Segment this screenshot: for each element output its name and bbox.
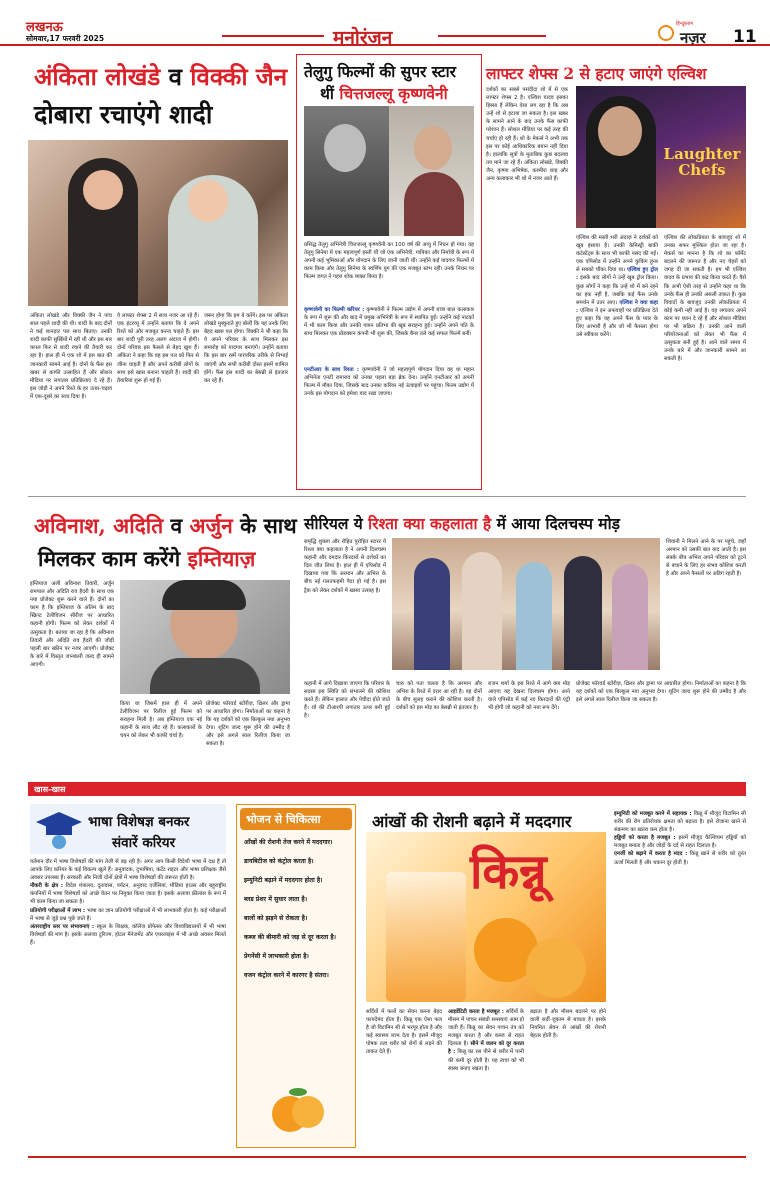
career-sub3: अंतरराष्ट्रीय स्तर पर संभावनाएं : (30, 923, 95, 930)
story1-col3: जरूर होगा कि हम ये करेंगे। इस पर अंकिता लोखंडे मुस्कुराते हुए बोलीं कि यह उनके लिए बेहद खास पल होगा। विक्की ने भी कहा कि वे अपने परिवार के साथ मिलकर इस समारोह को यादगार बनाएंगे। उन्होंने बताया कि इस बार रस्में पारंपरिक तरीके से निभाई जाएंगी और सभी करीबी दोस्त इसमें शामिल होंगे। फैंस इस शादी का बेसब्री से इंतजार कर रहे हैं। (204, 313, 288, 384)
food-title: भोजन से चिकित्सा (246, 813, 321, 826)
story2-sub1: कृष्णावेनी का फिल्मी करियर : (304, 307, 365, 313)
photo-person-face (598, 106, 642, 156)
story2-body3: कृष्णावेनी ने जो महत्वपूर्ण योगदान दिया वह था महान अभिनेता एनटी रामाराव को उनका पहला बड़ा ब्रेक देना। उन्होंने एनटीआर को अपनी फिल्म में मौका दिया, जिसके बाद उनका करियर नई ऊंचाइयों पर पहुंचा। फिल्म उद्योग में उनके इस योगदान को हमेशा याद रखा जाएगा। (304, 367, 474, 398)
photo-juice-glass (386, 872, 466, 1002)
story2-body1: प्रसिद्ध तेलुगु अभिनेत्री चित्तजल्लू कृष्णवेनी का 100 वर्ष की आयु में निधन हो गया। वह तेलुगु सिनेमा में एक महत्वपूर्ण हस्ती थीं जो एक अभिनेत्री, गायिका और निर्मात्री के रूप में अपनी कई भूमिकाओं और योगदान के लिए जानी जाती थीं। उन्होंने कई यादगार फिल्मों में काम किया और तेलुगु सिनेमा के स्वर्णिम युग की एक मजबूत स्तंभ रहीं। उनके निधन पर फिल्म जगत ने गहरा शोक व्यक्त किया है। (304, 242, 474, 281)
career-body4: स्कूल के शिक्षक, कॉलेज प्रोफेसर और विश्वविद्यालयों में भी भाषा विशेषज्ञों की मांग है। इसके अलावा टूरिज्म, होटल मैनेजमेंट और एयरलाइंस में भी अच्छे अवसर मिलते हैं। (30, 923, 226, 946)
story5-col4: राजन शर्मा के इस रिश्ते में आगे क्या मोड़ आएगा यह देखना दिलचस्प होगा। आने वाले एपिसोड में कई नए किरदारों की एंट्री भी होगी जो कहानी को नया रूप देंगे। (488, 681, 570, 712)
photo-face-right (188, 180, 228, 222)
story3-col1: दर्शकों का सबसे पसंदीदा शो में से एक लाफ्टर शेफ्स 2 है। एल्विश यादव इसका हिस्सा हैं लेकिन ऐसा लग रहा है कि अब उन्हें शो से हटाया जा सकता है। इस खबर के सामने आने के बाद उनके फैंस काफी परेशान हैं। सोशल मीडिया पर कई तरह की चर्चाएं हो रही हैं। शो के मेकर्स ने अभी तक इस पर कोई आधिकारिक बयान नहीं दिया है। हालांकि सूत्रों के मुताबिक कुछ बदलाव तय माने जा रहे हैं। अंकिता लोखंडे, विक्की जैन, कृष्णा अभिषेक, कश्मीरा शाह और अन्य कलाकार भी शो में नजर आते हैं। (486, 87, 568, 183)
story5-col2: कहानी में आगे दिखाया जाएगा कि परिवार के सदस्य इस स्थिति को संभालने की कोशिश करते हैं। लेकिन हालात और पेचीदा होते जाते हैं। शो की टीआरपी लगातार ऊपर बनी हुई है। (304, 681, 390, 720)
photo-elderly-body (404, 172, 464, 236)
photo-figure-1 (414, 558, 450, 670)
career-body3: भाषा का ज्ञान प्रतियोगी परीक्षाओं में भी लाभकारी होता है। कई परीक्षाओं में भाषा से जुड़े प्रश्न पूछे जाते हैं। (30, 907, 226, 922)
photo-figure-3 (516, 562, 552, 670)
kinnu-col5: किन्नू में मौजूद विटामिन सी शरीर की रोग प्रतिरोधक क्षमता को बढ़ाता है। इसे रोजाना खाने से संक्रमण का खतरा कम होता है। (614, 811, 746, 834)
brand-name: नज़र (680, 29, 706, 47)
career-body1: वर्तमान दौर में भाषा विशेषज्ञों की मांग तेजी से बढ़ रही है। अगर आप किसी विदेशी भाषा में दक्ष हैं तो आपके लिए करियर के कई विकल्प खुले हैं। अनुवादक, दुभाषिया, कंटेंट राइटर और भाषा प्रशिक्षक जैसे अवसर उपलब्ध हैं। सरकारी और निजी दोनों क्षेत्रों में भाषा विशेषज्ञों की जरूरत होती है। (30, 859, 226, 882)
story4-headline-e: के साथ (240, 513, 297, 538)
story3-col3: एल्विश की लोकप्रियता के बावजूद शो में उनका सफर मुश्किल होता जा रहा है। मेकर्स का मानना है कि शो का फॉर्मेट बदलने की जरूरत है और नए चेहरों को जगह दी जा सकती है। (664, 235, 746, 274)
photo-figure-2 (462, 552, 502, 670)
story5-col1: समृद्धि शुक्ला और रोहित पुरोहित स्टारर ये रिश्ता क्या कहलाता है ने अपनी दिलचस्प कहानी और दमदार किरदारों से दर्शकों का दिल जीत लिया है। हाल ही में एपिसोड में दिखाया गया कि अरमान और अभिरा के बीच नई गलतफहमी पैदा हो गई है। इस ट्रैक को लेकर दर्शकों में खासा उत्साह है। (304, 539, 386, 594)
kinnu-big-title: किन्नू (470, 844, 547, 900)
kinnu-sub1: आइडेंटिटी करता है मजबूत : (448, 1009, 504, 1015)
food-item: इम्युनिटी बढ़ाने में मददगार होता है। (244, 877, 323, 884)
photo-shoulders (150, 658, 260, 694)
kinnu-col2-wrap (448, 1008, 524, 1148)
khas-khas-label: खास-खास (34, 785, 66, 794)
story1-headline-a: अंकिता लोखंडे (34, 62, 161, 91)
kinnu-headline: आंखों की रोशनी बढ़ाने में मददगार (372, 812, 572, 831)
story5-col5a: शिवानी ने मिलने आने के पर पहुंचे, जहाँ अरमान को उसकी बात याद आती है। इस सबके बीच अभिरा अपने परिवार को टूटने से बचाने के लिए हर संभव कोशिश करती है और अपने फैसलों पर अडिग रहती है। (666, 539, 746, 578)
food-item: आँखों की रोशनी तेज करने में मददगार। (244, 839, 333, 846)
photo-elderly-face (414, 126, 452, 170)
story4-headline-a: अविनाश, (34, 513, 106, 538)
career-body-wrap (30, 858, 226, 1148)
story1-col1: अंकिता लोखंडे और विक्की जैन ने पांच साल पहले शादी की थी। शादी के बाद दोनों ने कई शानदार पल साथ बिताए। उनकी शादी काफी सुर्खियों में रही थी और इस बार कपल फिर से शादी रचाने की तैयारी कर रहा है। हाल ही में एक शो में इस बात की जानकारी सामने आई है। दोनों के फैंस इस खबर से काफी उत्साहित हैं और सोशल मीडिया पर लगातार प्रतिक्रियाएं दे रहे हैं। इस जोड़ी ने अपने रिश्ते के हर उतार-चढ़ाव में एक-दूसरे का साथ दिया है। (30, 313, 112, 400)
kinnu-col7: किन्नू खाने से शरीर को तुरंत ऊर्जा मिलती है और थकान दूर होती है। (614, 851, 746, 866)
story4-headline-line2 (38, 545, 255, 573)
story2-sub2: एनटीआर के साथ रिश्ता : (304, 367, 359, 373)
story2-headline-2a: थीं (320, 84, 334, 103)
footer-rule (28, 1156, 746, 1158)
story2-headline-2b: चित्तजल्लू कृष्णवेनी (339, 84, 448, 103)
story3-col2b: इसके बाद लोगों ने उन्हें खूब ट्रोल किया। कुछ लोगों ने कहा कि उन्हें शो में बने रहने का हक नहीं है, जबकि कई फैंस उनके समर्थन में उतर आए। (576, 275, 658, 306)
kinnu-sub4: हड्डियों को करता है मजबूत : (614, 835, 676, 842)
kinnu-col5-wrap (614, 810, 746, 1148)
food-list (244, 838, 352, 990)
story5-col4b: प्रोजेक्ट फॉरवर्ड स्टोरीज़, थ्रिलर और ड्रामा पर आधारित होगा। निर्माताओं का कहना है कि यह दर्शकों को एक बिल्कुल नया अनुभव देगा। शूटिंग जल्द शुरू होने की उम्मीद है और इसे अगले साल रिलीज किया जा सकता है। (576, 681, 746, 704)
story4-col3: प्रोजेक्ट फॉरवर्ड स्टोरीज़, थ्रिलर और ड्रामा पर आधारित होगा। निर्माताओं का कहना है कि यह दर्शकों को एक बिल्कुल नया अनुभव देगा। शूटिंग जल्द शुरू होने की उम्मीद है और इसे अगले साल रिलीज किया जा सकता है। (206, 701, 290, 748)
story4-headline-c: व (170, 513, 183, 538)
story5-headline (304, 512, 620, 534)
story1-photo (28, 140, 288, 306)
story2-headline-line1: तेलुगु फिल्मों की सुपर स्टार (304, 62, 456, 81)
photo-vintage-face (324, 124, 366, 172)
story4-photo (120, 580, 290, 694)
story4-col2: किया था जिसमें हाल ही में अपने टेलीविजन पर रिलीज हुई फिल्म को सराहना मिली है। अब इम्तियाज एक नई कहानी के साथ लौट रहे हैं। कलाकारों के चयन को लेकर भी काफी चर्चा है। (120, 701, 202, 740)
kinnu-col2: सर्दियों के मौसम में पाचन संबंधी समस्याएं आम हो जाती हैं। किन्नू का सेवन पाचन तंत्र को मजबूत करता है और कब्ज से राहत दिलाता है। (448, 1009, 524, 1048)
career-headline-2: संवारें करियर (112, 835, 176, 851)
section-rule-right (438, 35, 546, 37)
food-item: बालों को झड़ने से रोकता है। (244, 915, 308, 922)
food-item: डायबिटीज को कंट्रोल करता है। (244, 858, 314, 865)
story1-col2: वे लाफ्टर शेफ्स 2 में साथ नजर आ रहे हैं। एक इंटरव्यू में उन्होंने बताया कि वे अपने रिश्ते को और मजबूत करना चाहते हैं। इस बार शादी पूरी तरह अलग अंदाज में होगी। दोनों परिवार इस फैसले से बेहद खुश हैं। अंकिता ने कहा कि वह इस पल को फिर से जीना चाहती हैं और अपने करीबी लोगों के साथ इसे खास बनाना चाहती हैं। शादी की तैयारियां शुरू हो गई हैं। (117, 313, 199, 384)
story2-body3-wrap (304, 366, 474, 484)
story3-photo (576, 86, 746, 228)
story5-headline-c: में आया दिलचस्प मोड़ (496, 514, 620, 533)
story1-headline-join: व (168, 62, 182, 91)
career-sub1: नौकरी के क्षेत्र : (30, 883, 64, 890)
story4-headline-b: अदिति (113, 513, 164, 538)
food-item: ब्लड प्रेशर में सुधार लाता है। (244, 896, 308, 903)
page-number: 11 (733, 27, 757, 47)
story3-sub2: एल्विश ने क्या कहा : (576, 299, 658, 314)
section-title: मनोरंजन (333, 27, 393, 49)
story5-headline-b: रिश्ता क्या कहलाता है (368, 514, 492, 533)
story2-photo (304, 106, 474, 236)
khas-khas-banner (28, 782, 746, 796)
story3-headline: लाफ्टर शेफ्स 2 से हटाए जाएंगे एल्विश (486, 64, 707, 83)
photo-orange-2 (526, 938, 586, 998)
story4-headline-2b: इम्तियाज़ (187, 546, 256, 571)
section-rule-left (222, 35, 324, 37)
kinnu-col1: सर्दियों में फलों का सेवन करना बेहद फायदेमंद होता है। किन्नू एक ऐसा फल है जो विटामिन सी से भरपूर होता है और कई स्वास्थ्य लाभ देता है। इसमें मौजूद पोषक तत्व शरीर को रोगों से लड़ने की ताकत देते हैं। (366, 1009, 442, 1056)
story3-col2: एल्विश की मस्ती भरी अंदाज़ ने दर्शकों को खूब हंसाया है। उनकी केमिस्ट्री बाकी कंटेस्टेंट्स के साथ भी काफी पसंद की गई। एक एपिसोड में उन्होंने अपने कुकिंग हुनर से सबको चौंका दिया था। (576, 235, 658, 274)
food-item: वजन कंट्रोल करने में कारगर है संतरा। (244, 972, 329, 979)
story1-headline-line2: दोबारा रचाएंगे शादी (34, 100, 213, 129)
story3-col2-wrap (576, 234, 658, 488)
photo-hair (162, 580, 246, 610)
career-body2: विदेश मंत्रालय, दूतावास, पर्यटन, अनुवाद एजेंसियां, मीडिया हाउस और बहुराष्ट्रीय कंपनियों में भाषा विशेषज्ञों को अच्छे वेतन पर नियुक्त किया जाता है। इसके अलावा फ्रीलांस के रूप में भी काम किया जा सकता है। (30, 883, 226, 906)
story3-sub1: एल्विश हुए ट्रोल : (576, 267, 658, 282)
story2-headline-line2 (320, 82, 448, 104)
kinnu-sub3: इम्युनिटी को मजबूत करने में सहायक : (614, 811, 692, 817)
photo-figure-5 (612, 564, 648, 670)
story4-headline-d: अर्जुन (189, 513, 233, 538)
story3-col4: हम भी एल्विश यादव के प्रभाव की कद्र किया करते हैं। वैसे कि अभी ऐसी तरह से उन्होंने कहा था कि उनके फैंस ही उनकी असली ताकत हैं। कुछ विवादों के बावजूद उनकी लोकप्रियता में कोई कमी नहीं आई है। वह लगातार अपने काम पर ध्यान दे रहे हैं और सोशल मीडिया पर भी सक्रिय हैं। उनकी आने वाली परियोजनाओं को लेकर भी फैंस में उत्सुकता बनी हुई है। आने वाले समय में उनके बारे में और जानकारी सामने आ सकती है। (664, 267, 746, 363)
story5-photo (392, 538, 660, 670)
story1-headline-line1 (34, 60, 287, 93)
brand-logo-icon (658, 25, 674, 41)
story4-col1: इम्तियाज अली अविनाश तिवारी, अर्जुन रामपाल और अदिति राव हैदरी के साथ एक नया प्रोजेक्ट शुरू करने वाले हैं। दोनों का काम है कि इम्तियाज के अंतिम के बाद स्क्रिप्ट टेलीविजन सीरीज पर आधारित कहानी होगी। फिल्म को लेकर दर्शकों में उत्सुकता है। बताया जा रहा है कि अविनाश तिवारी और अदिति राव हैदरी की जोड़ी पहली बार स्क्रीन पर नजर आएगी। प्रोजेक्ट के बारे में विस्तृत जानकारी जल्द ही सामने आएगी। (30, 581, 114, 668)
divider-1 (28, 496, 746, 497)
food-item: कब्ज की बीमारी को जड़ से दूर करता है। (244, 934, 337, 941)
story1-headline-b: विक्की जैन (190, 62, 288, 91)
career-headline-1: भाषा विशेषज्ञ बनकर (88, 814, 190, 830)
kinnu-col3: किन्नू का रस पीने से शरीर में पानी की कमी दूर होती है। यह त्वचा को भी स्वस्थ बनाए रखता है। (448, 1049, 524, 1072)
orange-fruit-icon (268, 1082, 328, 1138)
photo-face-left (83, 170, 123, 210)
story4-headline-line1 (34, 512, 297, 540)
story2-body2-wrap (304, 306, 474, 364)
kinnu-col6: इसमें मौजूद कैल्शियम हड्डियों को मजबूत बनाता है और जोड़ों के दर्द से राहत दिलाता है। (614, 835, 746, 850)
masthead-city: लखनऊ (26, 20, 63, 35)
story3-col4-wrap (664, 234, 746, 488)
masthead-date: सोमवार,17 फरवरी 2025 (26, 34, 105, 43)
kinnu-sub2: सीने में जलन को दूर करता है : (448, 1041, 524, 1056)
story5-col3: चारु को पता चलता है कि अरमान और अभिरा के रिश्ते में दरार आ रही है। वह दोनों के बीच सुलह कराने की कोशिश करती है। दर्शकों को इस मोड़ का बेसब्री से इंतजार है। (396, 681, 482, 712)
story2-body2: कृष्णावेनी ने फिल्म उद्योग में अपनी यात्रा बाल कलाकार के रूप में शुरू की और बाद में प्रमुख अभिनेत्री के रूप में स्थापित हुईं। उन्होंने कई नाटकों में भी काम किया और उनकी गायन प्रतिभा की खूब सराहना हुई। उन्होंने अपने पति के साथ मिलकर एक प्रोडक्शन कंपनी भी शुरू की, जिसके बैनर तले कई सफल फिल्में बनीं। (304, 307, 474, 338)
food-item: प्रेगनेंसी में लाभकारी होता है। (244, 953, 309, 960)
kinnu-sub5: एनर्जी को बढ़ाने में करता है मदद : (614, 851, 688, 858)
laughter-chefs-logo: Laughter Chefs (663, 145, 741, 179)
career-sub2: प्रतियोगी परीक्षाओं में लाभ : (30, 907, 86, 914)
photo-figure-4 (564, 556, 602, 670)
kinnu-col4: बढ़ाता है और मौसम बदलने पर होने वाली सर्दी-जुकाम से बचाता है। इसके नियमित सेवन से आंखों की रोशनी बेहतर होती है। (530, 1009, 606, 1040)
story5-headline-a: सीरियल ये (304, 514, 363, 533)
story4-headline-2a: मिलकर काम करेंगे (38, 546, 181, 571)
brand-small: हिन्दुस्तान (676, 21, 694, 27)
story3-col3b: एल्विश ने इन अफवाहों पर प्रतिक्रिया देते हुए कहा कि वह अपने फैंस के प्यार के लिए आभारी हैं और जो भी फैसला होगा उसे स्वीकार करेंगे। (576, 307, 658, 339)
graduation-cap-icon (34, 810, 84, 850)
